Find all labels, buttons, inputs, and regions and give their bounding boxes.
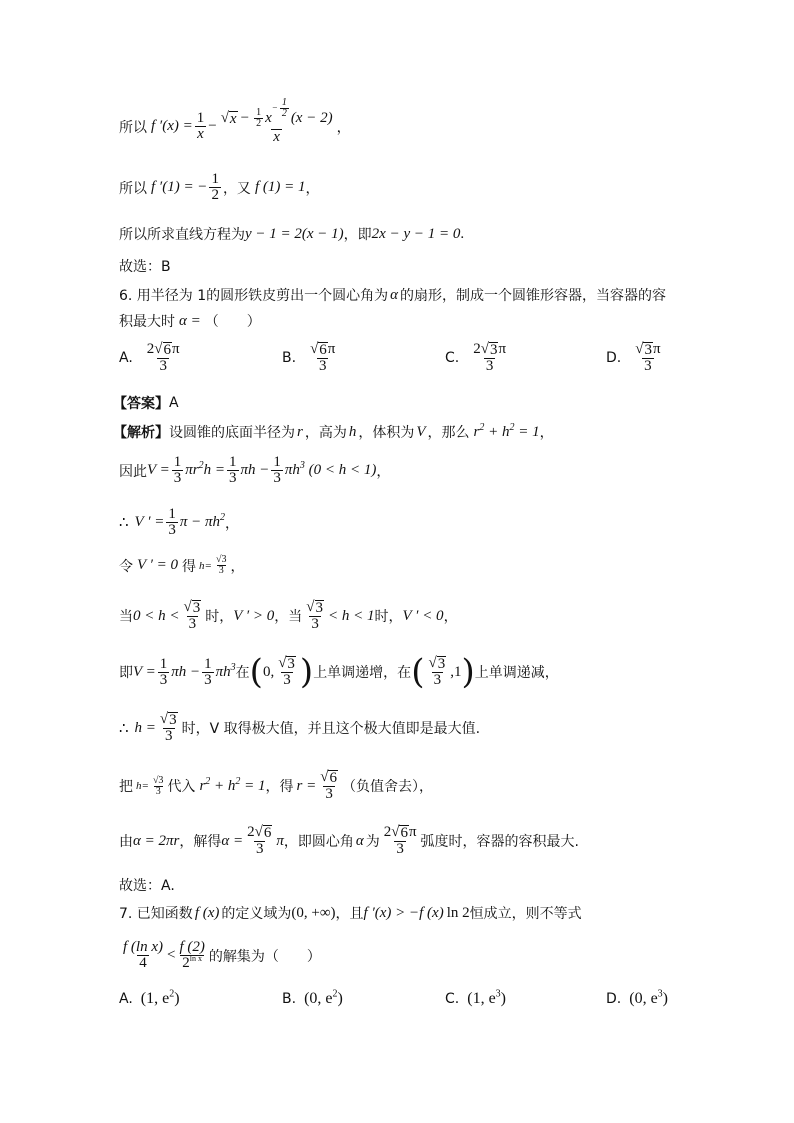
formula: f ′(x) = — [151, 118, 193, 134]
critical-point: 令 V ′ = 0 得 h= $\frac{√3}{3}$ ， — [119, 554, 245, 576]
text: 7. 已知函数 — [119, 906, 193, 922]
option-a: A. (1, $e^2$) — [119, 988, 180, 1007]
answer-value: A — [169, 395, 179, 411]
option-b: B. √ 6 π 3 — [282, 341, 336, 374]
option-label: A. — [119, 350, 133, 366]
text: 时，V 取得极大值，并且这个极大值即是最大值. — [181, 721, 481, 737]
text: 的定义域为 — [221, 906, 292, 922]
text: （ ） — [204, 314, 261, 330]
derivative-line: 所以 f ′(x) = $\frac{1}{x}$ − √ x − $\frac{1}{2}$ x − $\frac{1}{2}$ (x − 2) x ， — [119, 97, 351, 145]
fraction: $\frac{1}{x}$ — [196, 110, 205, 142]
choice-line — [119, 875, 175, 895]
option-d: D. √ 3 π 3 — [606, 341, 661, 374]
text: ，体积为 — [358, 425, 415, 441]
text: 所以所求直线方程为 — [119, 227, 245, 243]
text: ，解得 — [179, 834, 222, 850]
text: 积最大时 — [119, 314, 175, 330]
text: 上单调递减， — [474, 665, 559, 681]
text: 弧度时，容器的容积最大. — [420, 834, 579, 850]
text: 恒成立，则不等式 — [469, 906, 582, 922]
text: 令 — [119, 558, 133, 575]
text: 把 — [119, 779, 133, 795]
text: 故选：B — [119, 259, 171, 275]
derivative-v: ∴ V ′ = $\frac{1}{3}$ $\pi - \pi h^2$ ， — [119, 506, 239, 538]
text: 故选：A. — [119, 878, 175, 894]
option-label: B. — [282, 991, 297, 1007]
max-line: ∴ h = √ 3 3 时，V 取得极大值，并且这个极大值即是最大值. — [119, 711, 481, 744]
option-label: A. — [119, 991, 133, 1007]
substitute-line: 把 h= $\frac{√3}{3}$ 代入 $r^2 + h^2 = 1$ ，得 r = √ 6 3 （负值舍去）， — [119, 769, 433, 802]
text: ，且 — [335, 906, 364, 922]
fraction: √ x − $\frac{1}{2}$ x − $\frac{1}{2}$ (x − 2) x — [220, 97, 333, 145]
answer-tag: 【答案】 — [113, 396, 169, 412]
option-label: C. — [445, 350, 460, 366]
question-7: 7. 已知函数 f (x) 的定义域为 (0, +∞) ，且 f ′(x) > −f (x) ln 2 恒成立，则不等式 — [119, 904, 582, 922]
text: 时， — [205, 609, 234, 625]
value-line: 所以 f ′(1) = − $\frac{1}{2}$ ，又 f (1) = 1 ， — [119, 171, 320, 203]
option-c: C. 2 √ 3 π 3 — [445, 341, 507, 374]
text: 为 — [365, 834, 380, 850]
option-a: A. 2 √ 6 π 3 — [119, 341, 180, 374]
option-d: D. (0, $e^3$) — [606, 988, 668, 1007]
text: 的扇形，制成一个圆锥形容器，当容器的容 — [400, 288, 667, 304]
text: ，即圆心角 — [283, 834, 354, 850]
text: ，那么 — [427, 425, 470, 441]
option-label: C. — [445, 991, 460, 1007]
text: 的解集为（ ） — [208, 948, 321, 965]
monotonic-line: 即 V = $\frac{1}{3}$ πh − $\frac{1}{3}$ $\pi h^3$ 在 ( 0, √ 3 3 ) 上单调递增，在 ( √ 3 3 ,1 ) 上单调递减， — [119, 652, 559, 692]
volume-formula: 因此 V = $\frac{1}{3}$ $\pi r^2h$ = $\frac{1}{3}$ πh − $\frac{1}{3}$ $\pi h^3$ (0 < h < 1) ， — [119, 454, 391, 486]
text: 设圆锥的底面半径为 — [169, 425, 295, 441]
choice-line — [119, 256, 171, 276]
question-6-cont: 积最大时 α = （ ） — [119, 312, 261, 330]
text: 由 — [119, 834, 133, 850]
option-label: D. — [606, 991, 622, 1007]
text: （负值舍去）， — [341, 779, 433, 795]
text: ，得 — [265, 779, 294, 795]
fraction: $\frac{1}{2}$ — [211, 171, 219, 203]
option-c: C. (1, $e^3$) — [445, 988, 506, 1007]
option-label: D. — [606, 350, 622, 366]
text: ，高为 — [304, 425, 347, 441]
angle-line: 由 α = 2πr ，解得 α = 2 √ 6 3 π ，即圆心角 α 为 2 √ 6 π 3 弧度时，容器的容积最大. — [119, 824, 579, 857]
option-label: B. — [282, 350, 297, 366]
monotonic-condition: 当 0 < h < √ 3 3 时， V ′ > 0 ，当 √ 3 3 < h < 1 时， V ′ < 0 ， — [119, 599, 458, 632]
text: 6. 用半径为 1的圆形铁皮剪出一个圆心角为 — [119, 288, 389, 304]
text: 得 — [182, 558, 197, 575]
text: ，即 — [343, 227, 372, 243]
prefix-text: 所以 — [119, 119, 147, 136]
line-equation: 所以所求直线方程为 y − 1 = 2(x − 1) ，即 2x − y − 1 = 0 . — [119, 225, 465, 243]
text: 在 — [235, 665, 250, 681]
text: 上单调递增，在 — [313, 665, 412, 681]
question-6: 6. 用半径为 1的圆形铁皮剪出一个圆心角为 α 的扇形，制成一个圆锥形容器，当容器的容 — [119, 286, 667, 304]
text: 因此 — [119, 463, 147, 480]
analysis-tag: 【解析】 — [113, 425, 169, 441]
text: 当 — [119, 609, 133, 625]
question-7-cont: $\frac{\text{f (ln x)}}{4}$ < $\frac{f (2)}{2^{ln x}}$ 的解集为（ ） — [123, 939, 321, 971]
text: ，又 — [222, 180, 251, 197]
analysis-line: 【解析】 设圆锥的底面半径为 r ，高为 h ，体积为 V ，那么 $r^2 + h^2 = 1$ ， — [113, 421, 554, 441]
text: 即 — [119, 665, 133, 681]
text: 代入 — [167, 779, 196, 795]
answer-line — [113, 393, 179, 413]
prefix-text: 所以 — [119, 180, 147, 197]
option-b: B. (0, $e^2$) — [282, 988, 343, 1007]
